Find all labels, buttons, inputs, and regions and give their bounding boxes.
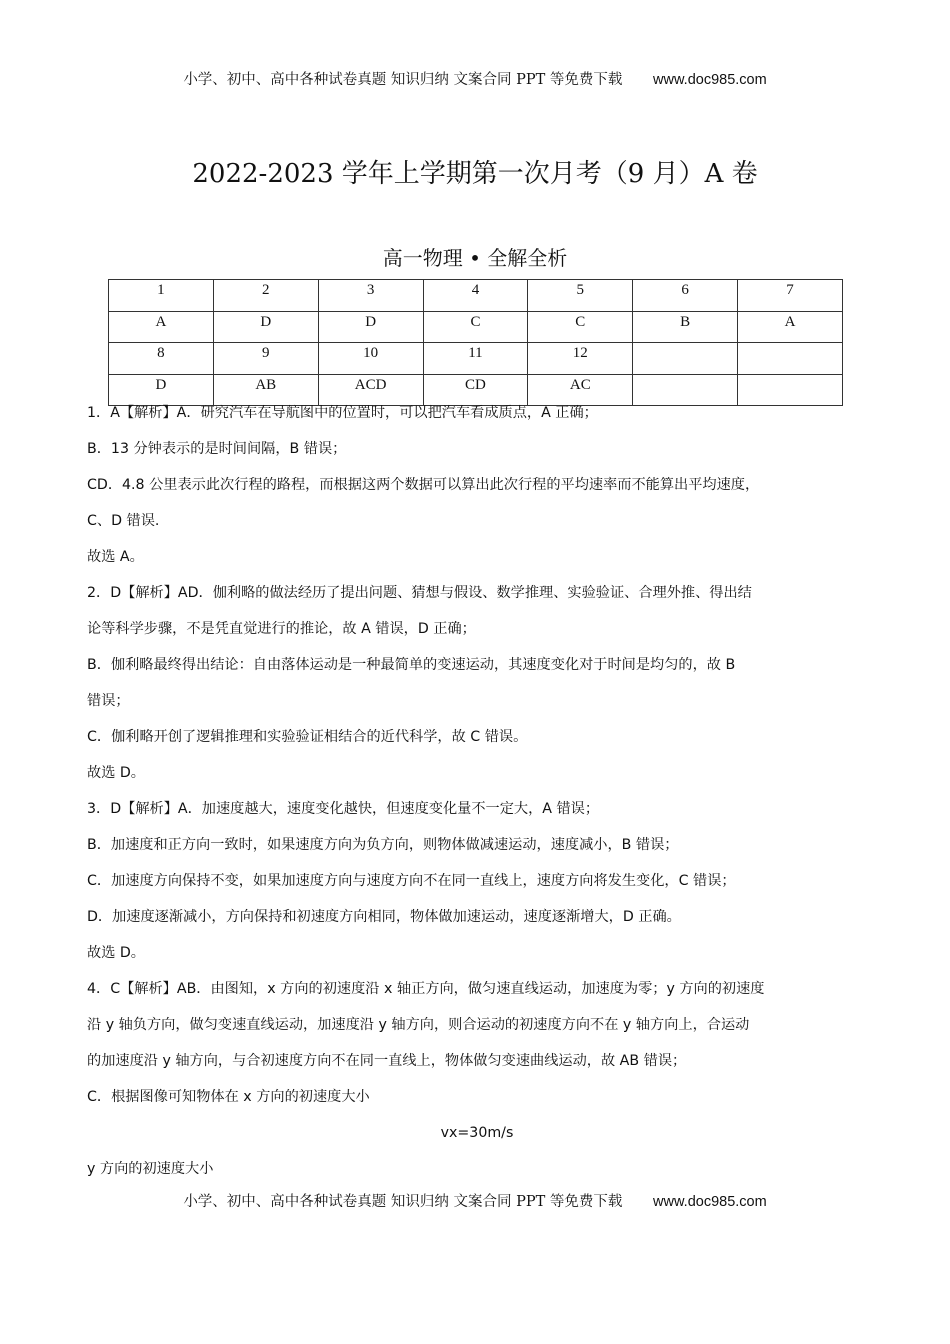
table-cell: C [423, 311, 528, 343]
page-header [0, 68, 950, 89]
table-cell: 11 [423, 343, 528, 375]
table-cell: A [109, 311, 214, 343]
header-text: 小学、初中、高中各种试卷真题 知识归纳 文案合同 PPT 等免费下载 [183, 72, 623, 88]
table-cell: C [528, 311, 633, 343]
table-cell: A [738, 311, 843, 343]
solution-line: 3．D【解析】A．加速度越大，速度变化越快，但速度变化量不一定大，A 错误； [87, 801, 600, 817]
solution-line: C．加速度方向保持不变，如果加速度方向与速度方向不在同一直线上，速度方向将发生变化，C 错误； [87, 873, 736, 889]
solutions-body [87, 395, 867, 1187]
table-row [109, 311, 843, 343]
solution-line: 故选 A。 [87, 549, 144, 565]
table-cell: 10 [318, 343, 423, 375]
solution-line: 的加速度沿 y 轴方向，与合初速度方向不在同一直线上，物体做匀变速曲线运动，故 AB 错误； [87, 1053, 687, 1069]
table-row [109, 343, 843, 375]
table-row [109, 280, 843, 312]
footer-text: 小学、初中、高中各种试卷真题 知识归纳 文案合同 PPT 等免费下载 [183, 1194, 623, 1210]
document-title: 2022-2023 学年上学期第一次月考（9 月）A 卷 [192, 159, 758, 189]
answer-table [108, 279, 843, 406]
table-cell [633, 343, 738, 375]
solution-line: C、D 错误. [87, 513, 160, 529]
page-footer [0, 1190, 950, 1211]
solution-line: 4．C【解析】AB．由图知，x 方向的初速度沿 x 轴正方向，做匀速直线运动，加速度为零；y 方向的初速度 [87, 981, 765, 997]
solution-line: 故选 D。 [87, 765, 145, 781]
table-cell: 1 [109, 280, 214, 312]
table-cell: 6 [633, 280, 738, 312]
document-subtitle: 高一物理 • 全解全析 [382, 246, 568, 270]
table-cell [738, 343, 843, 375]
table-cell: D [213, 311, 318, 343]
solution-line: 沿 y 轴负方向，做匀变速直线运动，加速度沿 y 轴方向，则合运动的初速度方向不在 y 轴方向上，合运动 [87, 1017, 750, 1033]
solution-line: 1．A【解析】A．研究汽车在导航图中的位置时，可以把汽车看成质点，A 正确； [87, 405, 598, 421]
solution-line: D．加速度逐渐减小，方向保持和初速度方向相同，物体做加速运动，速度逐渐增大，D 正确。 [87, 909, 681, 925]
table-cell: D [109, 374, 214, 406]
table-cell: 9 [213, 343, 318, 375]
table-cell: AB [213, 374, 318, 406]
formula-line: vx=30m/s [440, 1125, 514, 1141]
table-cell: 2 [213, 280, 318, 312]
footer-url-link[interactable]: www.doc985.com [653, 1194, 767, 1210]
solution-line: 论等科学步骤，不是凭直觉进行的推论，故 A 错误，D 正确； [87, 621, 476, 637]
table-cell: AC [528, 374, 633, 406]
table-cell: 8 [109, 343, 214, 375]
solution-line: C．根据图像可知物体在 x 方向的初速度大小 [87, 1089, 370, 1105]
table-cell: 12 [528, 343, 633, 375]
solution-line: B．伽利略最终得出结论：自由落体运动是一种最简单的变速运动，其速度变化对于时间是均匀的，故 B [87, 657, 736, 673]
solution-line: B．13 分钟表示的是时间间隔，B 错误； [87, 441, 347, 457]
table-cell: 5 [528, 280, 633, 312]
solution-line: C．伽利略开创了逻辑推理和实验验证相结合的近代科学，故 C 错误。 [87, 729, 528, 745]
solution-line: CD．4.8 公里表示此次行程的路程，而根据这两个数据可以算出此次行程的平均速率而不能算出平均速度， [87, 477, 760, 493]
solution-line: B．加速度和正方向一致时，如果速度方向为负方向，则物体做减速运动，速度减小，B 错误； [87, 837, 679, 853]
solution-line: y 方向的初速度大小 [87, 1161, 214, 1177]
solution-line: 故选 D。 [87, 945, 145, 961]
table-cell: 4 [423, 280, 528, 312]
solution-line: 错误； [87, 693, 130, 709]
solution-line: 2．D【解析】AD．伽利略的做法经历了提出问题、猜想与假设、数学推理、实验验证、合理外推、得出结 [87, 585, 752, 601]
table-cell: CD [423, 374, 528, 406]
table-cell: ACD [318, 374, 423, 406]
table-cell: 7 [738, 280, 843, 312]
table-cell: B [633, 311, 738, 343]
table-cell: 3 [318, 280, 423, 312]
header-url-link[interactable]: www.doc985.com [653, 72, 767, 88]
table-cell: D [318, 311, 423, 343]
